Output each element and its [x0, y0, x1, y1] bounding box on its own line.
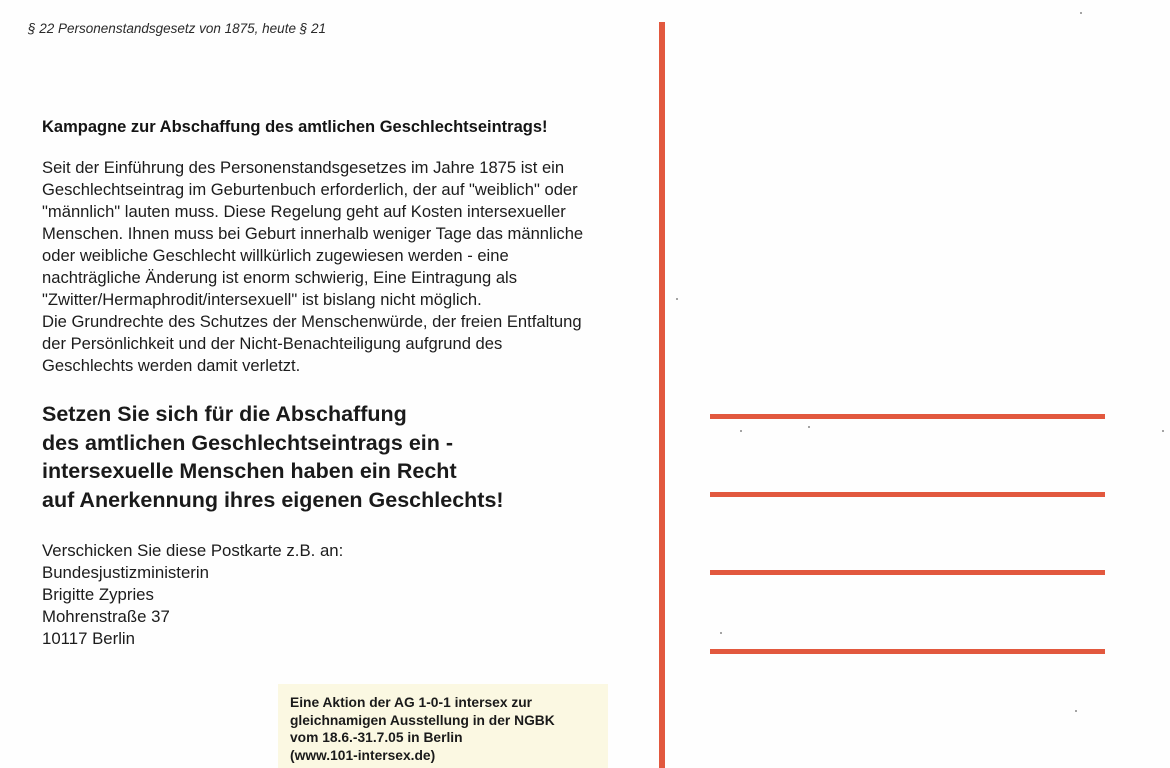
address-line-4	[710, 649, 1105, 654]
scan-speck	[740, 430, 742, 432]
info-line: vom 18.6.-31.7.05 in Berlin	[290, 730, 463, 745]
recipient-city: 10117 Berlin	[42, 629, 135, 648]
body-line: Seit der Einführung des Personenstandsgesetzes im Jahre 1875 ist ein	[42, 158, 565, 177]
body-line: "männlich" lauten muss. Diese Regelung geht auf Kosten intersexueller	[42, 202, 566, 221]
address-line-3	[710, 570, 1105, 575]
appeal-line: auf Anerkennung ihres eigenen Geschlechts!	[42, 487, 504, 512]
info-line: Eine Aktion der AG 1-0-1 intersex zur	[290, 695, 533, 710]
organizer-info-box	[278, 684, 608, 768]
postcard-divider-line	[659, 22, 665, 768]
appeal-statement	[42, 400, 642, 514]
campaign-heading: Kampagne zur Abschaffung des amtlichen Geschlechtseintrags!	[42, 118, 548, 136]
appeal-line: Setzen Sie sich für die Abschaffung	[42, 402, 407, 426]
address-line-1	[710, 414, 1105, 419]
scan-speck	[1080, 12, 1082, 14]
scan-speck	[1075, 710, 1077, 712]
body-line: der Persönlichkeit und der Nicht-Benachteiligung aufgrund des	[42, 334, 503, 353]
address-line-2	[710, 492, 1105, 497]
appeal-line: intersexuelle Menschen haben ein Recht	[42, 459, 457, 483]
body-line: Menschen. Ihnen muss bei Geburt innerhalb weniger Tage das männliche	[42, 224, 584, 243]
appeal-line: des amtlichen Geschlechtseintrags ein -	[42, 430, 454, 455]
scan-speck	[720, 632, 722, 634]
body-line: Die Grundrechte des Schutzes der Menschenwürde, der freien Entfaltung	[42, 312, 582, 331]
scan-speck	[676, 298, 678, 300]
body-line: Geschlechtseintrag im Geburtenbuch erforderlich, der auf "weiblich" oder	[42, 180, 578, 199]
body-line: nachträgliche Änderung ist enorm schwierig, Eine Eintragung als	[42, 268, 518, 287]
scan-speck	[808, 426, 810, 428]
body-line: oder weibliche Geschlecht willkürlich zugewiesen werden - eine	[42, 246, 509, 265]
legal-reference: § 22 Personenstandsgesetz von 1875, heute § 21	[28, 21, 326, 36]
recipient-street: Mohrenstraße 37	[42, 607, 170, 626]
body-line: Geschlechts werden damit verletzt.	[42, 356, 301, 375]
recipient-name: Brigitte Zypries	[42, 585, 154, 604]
campaign-body-text	[42, 157, 652, 377]
info-line: gleichnamigen Ausstellung in der NGBK	[290, 712, 555, 728]
info-line: (www.101-intersex.de)	[290, 747, 436, 763]
send-intro: Verschicken Sie diese Postkarte z.B. an:	[42, 541, 344, 560]
send-to-address-block	[42, 540, 343, 650]
scan-speck	[1162, 430, 1164, 432]
body-line: "Zwitter/Hermaphrodit/intersexuell" ist bislang nicht möglich.	[42, 290, 482, 309]
recipient-title: Bundesjustizministerin	[42, 563, 209, 582]
